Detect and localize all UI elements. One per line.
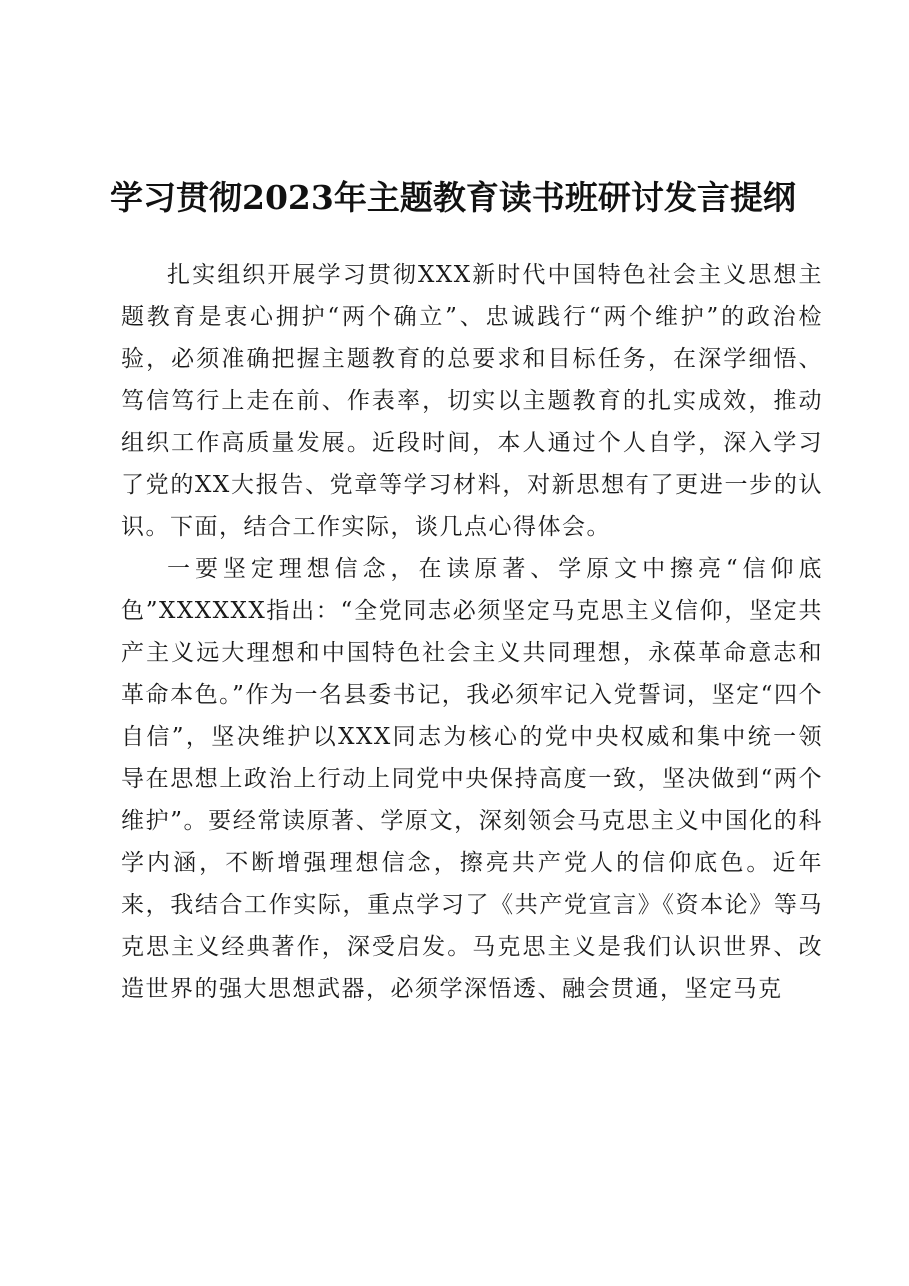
paragraph-intro: 扎实组织开展学习贯彻XXX新时代中国特色社会主义思想主题教育是衷心拥护“两个确立”、忠诚践行“两个维护”的政治检验，必须准确把握主题教育的总要求和目标任务，在深学细悟、笃信笃行上走在前、作表率，切实以主题教育的扎实成效，推动组织工作高质量发展。近段时间，本人通过个人自学，深入学习了党的XX大报告、党章等学习材料，对新思想有了更进一步的认识。下面，结合工作实际，谈几点心得体会。 [121,262,823,540]
paragraph-point-one: 一要坚定理想信念，在读原著、学原文中擦亮“信仰底色”XXXXXX指出：“全党同志必须坚定马克思主义信仰，坚定共产主义远大理想和中国特色社会主义共同理想，永葆革命意志和革命本色。”作为一名县委书记，我必须牢记入党誓词，坚定“四个自信”，坚决维护以XXX同志为核心的党中央权威和集中统一领导在思想上政治上行动上同党中央保持高度一致，坚决做到“两个维护”。要经常读原著、学原文，深刻领会马克思主义中国化的科学内涵，不断增强理想信念，擦亮共产党人的信仰底色。近年来，我结合工作实际，重点学习了《共产党宣言》《资本论》等马克思主义经典著作，深受启发。马克思主义是我们认识世界、改造世界的强大思想武器，必须学深悟透、融会贯通，坚定马克 [121,556,823,1002]
document-title: 学习贯彻2023年主题教育读书班研讨发言提纲 [110,178,796,217]
document-body [121,254,823,1010]
